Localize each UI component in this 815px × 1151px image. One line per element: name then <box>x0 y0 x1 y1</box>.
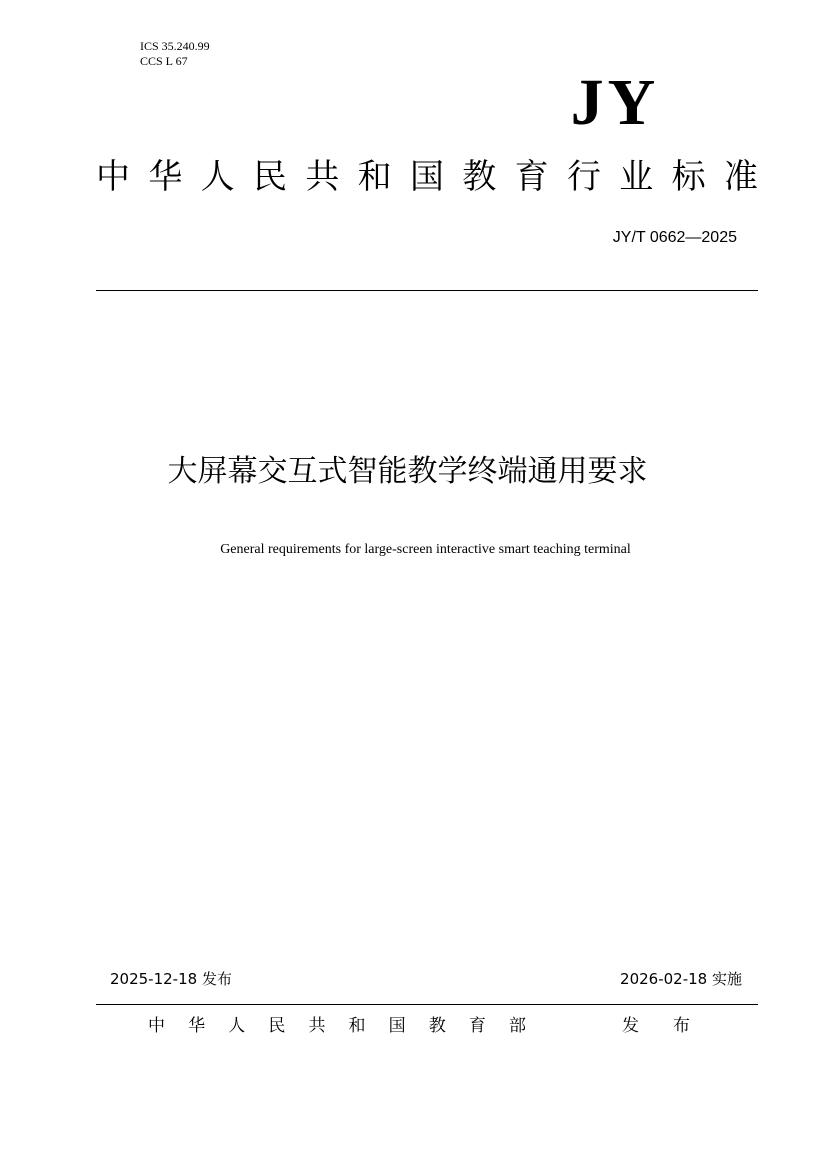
issuer-char: 和 <box>348 1016 366 1036</box>
issue-word <box>622 1014 690 1038</box>
category-char: 共 <box>305 157 340 197</box>
document-title-english: General requirements for large-screen interactive smart teaching terminal <box>220 542 631 557</box>
issuer-char: 共 <box>308 1016 326 1036</box>
top-divider <box>96 290 758 291</box>
category-char: 民 <box>252 157 287 197</box>
category-char: 准 <box>723 157 758 197</box>
category-char: 育 <box>514 157 549 197</box>
implementation-date: 2026-02-18 实施 <box>620 970 742 988</box>
standard-number: JY/T 0662—2025 <box>612 229 737 246</box>
category-char: 行 <box>566 157 601 197</box>
standard-category-heading <box>96 155 758 199</box>
issuer-char: 部 <box>508 1016 526 1036</box>
issuer-char: 教 <box>428 1016 446 1036</box>
category-char: 华 <box>148 157 183 197</box>
issue-word-char: 发 <box>622 1016 639 1036</box>
category-char: 人 <box>200 157 235 197</box>
document-title-chinese: 大屏幕交互式智能教学终端通用要求 <box>167 454 648 489</box>
jy-logo: JY <box>570 66 660 139</box>
category-char: 和 <box>357 157 392 197</box>
category-char: 教 <box>462 157 497 197</box>
issuer-char: 中 <box>148 1016 165 1036</box>
issuing-authority <box>148 1014 526 1038</box>
issuer-char: 华 <box>188 1016 206 1036</box>
issuer-char: 人 <box>228 1016 246 1036</box>
ccs-code: CCS L 67 <box>140 54 188 68</box>
category-char: 标 <box>671 157 706 197</box>
ics-code: ICS 35.240.99 <box>140 39 210 53</box>
issue-date: 2025-12-18 发布 <box>110 970 232 988</box>
category-char: 中 <box>96 157 130 197</box>
bottom-divider <box>96 1004 758 1005</box>
issuer-char: 民 <box>268 1016 286 1036</box>
category-char: 国 <box>409 157 444 197</box>
issuer-char: 国 <box>388 1016 406 1036</box>
category-char: 业 <box>619 157 654 197</box>
issuer-char: 育 <box>468 1016 486 1036</box>
issue-word-char: 布 <box>673 1016 690 1036</box>
